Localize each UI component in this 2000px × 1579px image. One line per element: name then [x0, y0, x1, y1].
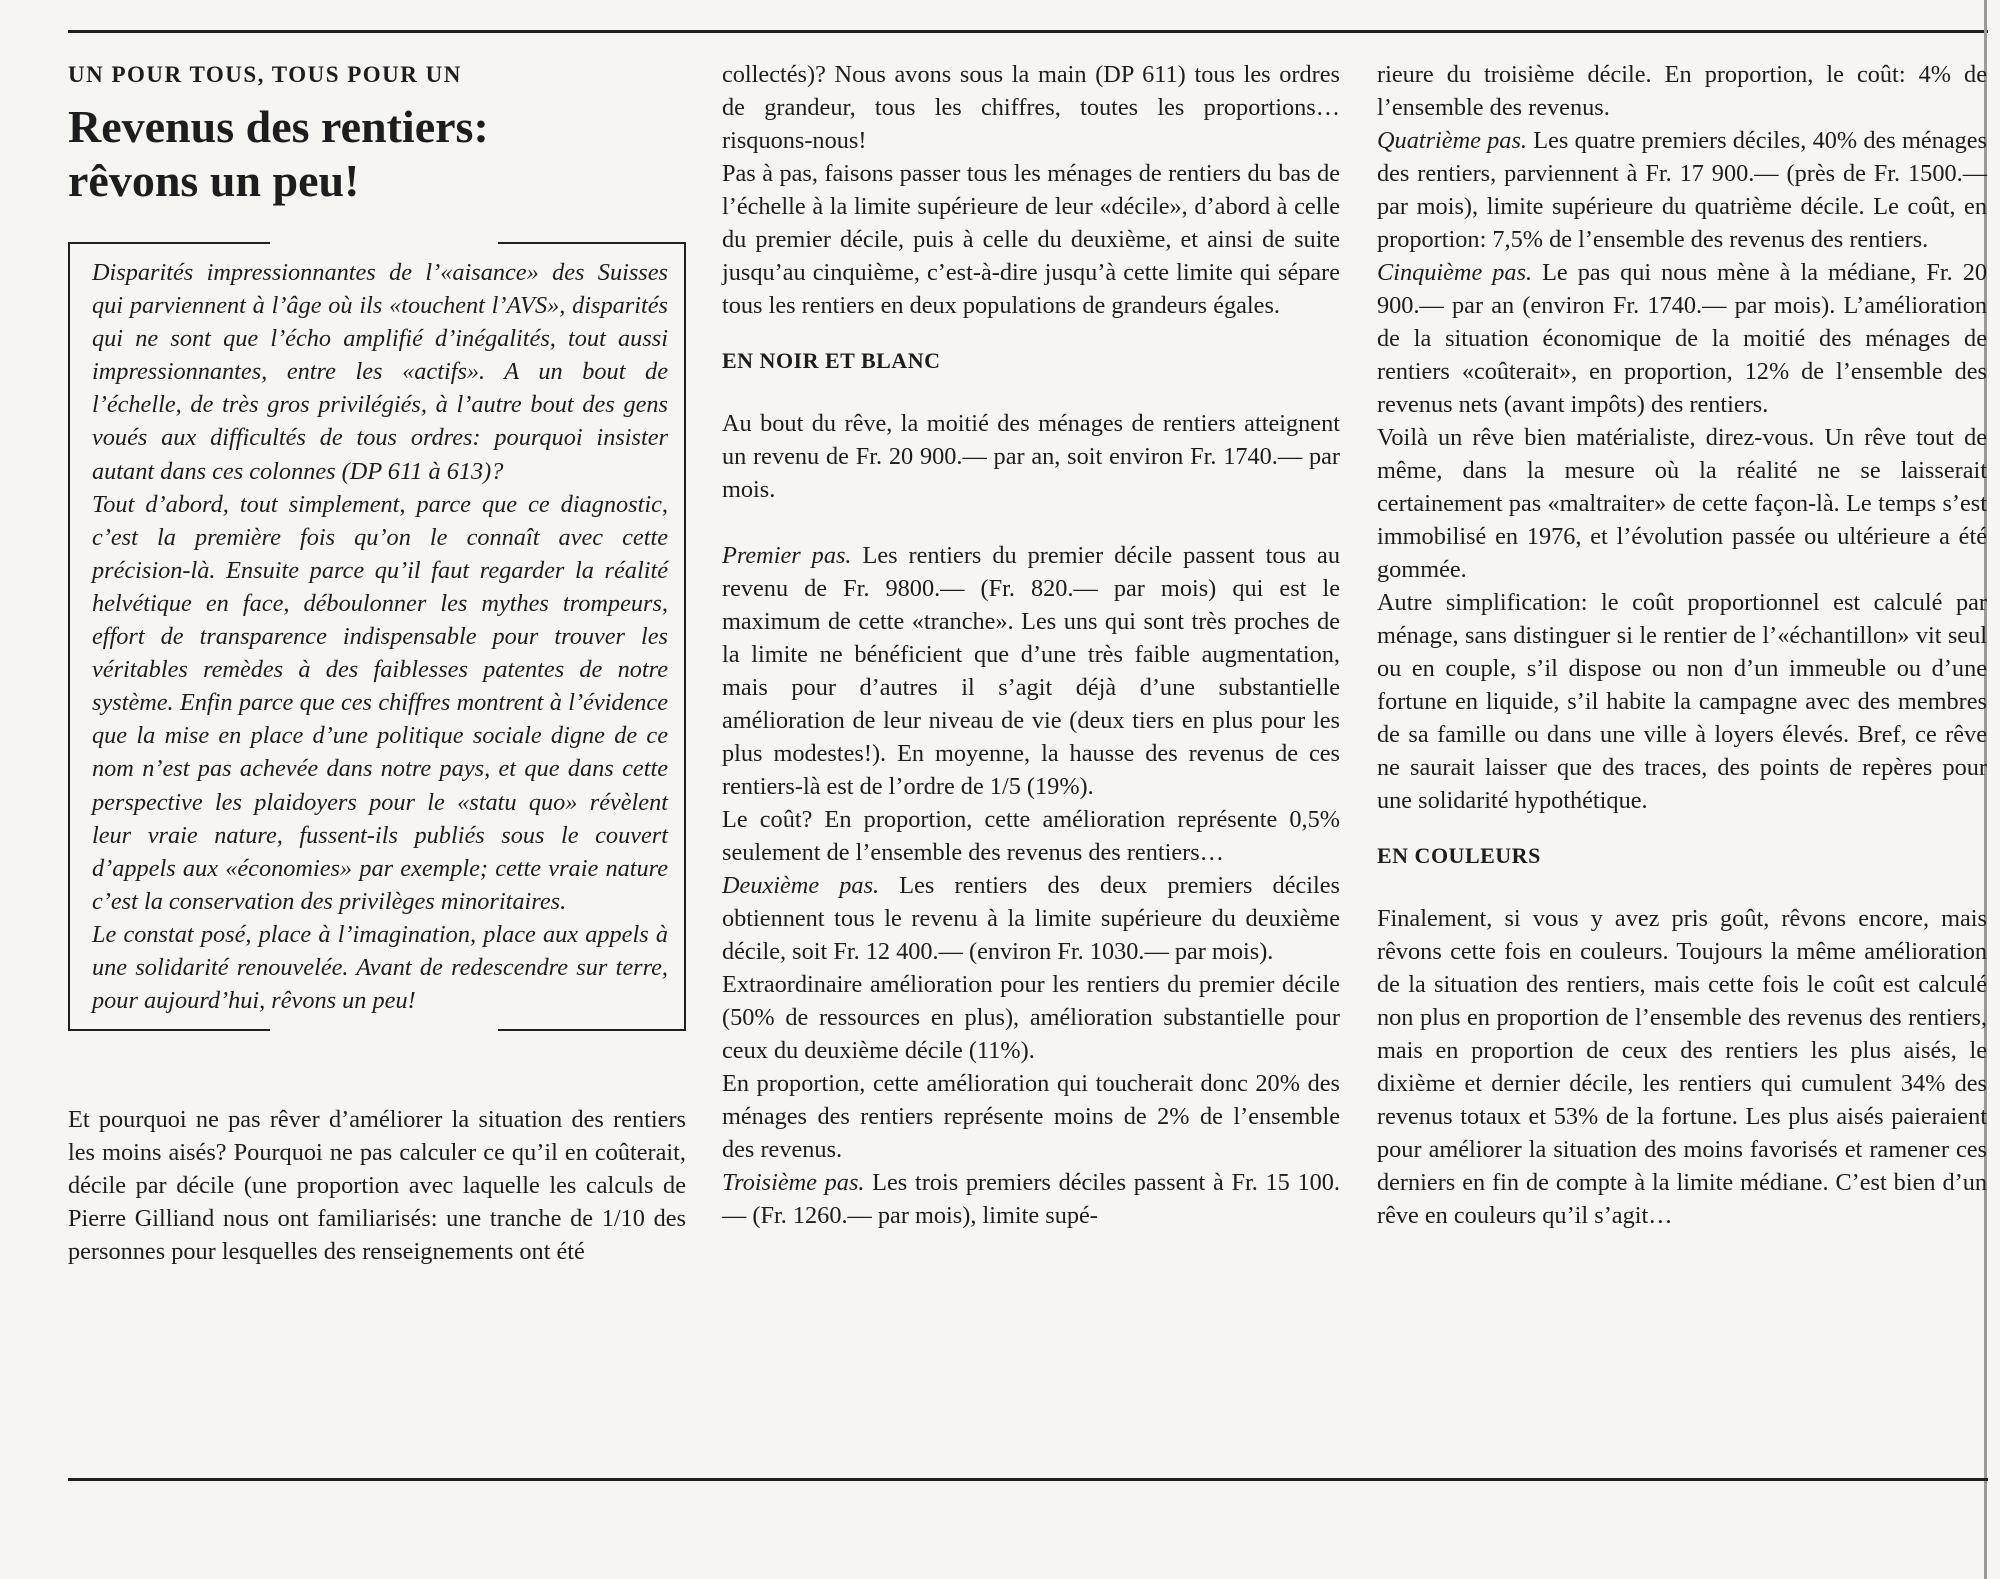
step-5-text: Le pas qui nous mène à la médiane, Fr. 20 900.— par an (environ Fr. 1740.— par mois). L’amélioration de la situation économique de la moitié des ménages de rentiers «coûterait», en proportion, 12% de l’ensemble des revenus nets (avant impôts) des rentiers.	[1377, 259, 1987, 418]
step-4-text: Les quatre premiers déciles, 40% des ménages des rentiers, parviennent à Fr. 17 900.— (près de Fr. 1500.— par mois), limite supérieure du quatrième décile. Le coût, en proportion: 7,5% de l’ensemble des revenus des rentiers.	[1377, 127, 1987, 253]
step-1-label: Premier pas.	[722, 542, 852, 569]
title-line-1: Revenus des rentiers:	[68, 101, 489, 152]
top-rule	[68, 30, 1988, 33]
intro-paragraph-2: Tout d’abord, tout simplement, parce que ce diagnostic, c’est la première fois qu’on le connaît avec cette précision-là. Ensuite parce qu’il faut regarder la réalité helvétique en face, déboulonner les mythes trompeurs, effort de transparence indispensable pour trouver les véritables remèdes à des faiblesses patentes de notre système. Enfin parce que ces chiffres montrent à l’évidence que la mise en place d’une politique sociale digne de ce nom n’est pas achevée dans notre pays, et que dans cette perspective les plaidoyers pour le «statu quo» révèlent leur vraie nature, fussent-ils publiés sous le couvert d’appels aux «économies» par exemple; cette vraie nature c’est la conservation des privilèges minoritaires.	[92, 490, 668, 915]
col2-paragraph-2: Pas à pas, faisons passer tous les ménages de rentiers du bas de l’échelle à la limite supérieure de leur «décile», d’abord à celle du premier décile, puis à celle du deuxième, et ainsi de suite jusqu’au cinquième, c’est-à-dire jusqu’à cette limite qui sépare tous les rentiers en deux populations de grandeurs égales.	[722, 160, 1340, 319]
step-1-paragraph	[722, 539, 1340, 803]
bottom-rule	[68, 1478, 1988, 1481]
col3-paragraph-5: Autre simplification: le coût proportionnel est calculé par ménage, sans distinguer si le rentier de l’«échantillon» vit seul ou en couple, s’il dispose ou non d’un immeuble ou d’une fortune en liquide, s’il habite la campagne avec des membres de sa famille ou dans une ville à loyers élevés. Bref, ce rêve ne saurait laisser que des traces, des points de repères pour une solidarité hypothétique.	[1377, 589, 1987, 814]
body-paragraph-1: Et pourquoi ne pas rêver d’améliorer la situation des rentiers les moins aisés? Pourquoi ne pas calculer ce qu’il en coûterait, décile par décile (une proportion avec laquelle les calculs de Pierre Gilliand nous ont familiarisés: une tranche de 1/10 des personnes pour lesquelles des renseignements ont été	[68, 1106, 686, 1266]
step-3-label: Troisième pas.	[722, 1169, 865, 1196]
column-3	[1377, 58, 1987, 1232]
col3-paragraph-1: rieure du troisième décile. En proportion, le coût: 4% de l’ensemble des revenus.	[1377, 61, 1987, 121]
intro-box	[68, 242, 686, 1031]
col3-paragraph-4: Voilà un rêve bien matérialiste, direz-vous. Un rêve tout de même, dans la mesure où la réalité ne se laisserait certainement pas «maltraiter» de cette façon-là. Le temps s’est immobilisé en 1976, et l’évolution passée ou ultérieure a été gommée.	[1377, 424, 1987, 583]
step-4-paragraph	[1377, 124, 1987, 256]
step-3-paragraph	[722, 1166, 1340, 1232]
col2-paragraph-1: collectés)? Nous avons sous la main (DP 611) tous les ordres de grandeur, tous les chiffres, toutes les proportions… risquons-nous!	[722, 61, 1340, 154]
column-1	[68, 60, 686, 1268]
step-2-paragraph	[722, 869, 1340, 968]
intro-paragraph-3: Le constat posé, place à l’imagination, place aux appels à une solidarité renouvelée. Avant de redescendre sur terre, pour aujourd’hui, rêvons un peu!	[92, 920, 668, 1015]
step-3-text: Les trois premiers déciles passent à Fr. 15 100.— (Fr. 1260.— par mois), limite supé-	[722, 1169, 1340, 1229]
col2-paragraph-7: Extraordinaire amélioration pour les rentiers du premier décile (50% de ressources en plus), amélioration substantielle pour ceux du deuxième décile (11%).	[722, 971, 1340, 1064]
subhead-couleurs: EN COULEURS	[1377, 843, 1541, 868]
col2-paragraph-5: Le coût? En proportion, cette amélioration représente 0,5% seulement de l’ensemble des revenus des rentiers…	[722, 806, 1340, 866]
step-4-label: Quatrième pas.	[1377, 127, 1527, 154]
step-1-text: Les rentiers du premier décile passent tous au revenu de Fr. 9800.— (Fr. 820.— par mois) qui est le maximum de cette «tranche». Les uns qui sont très proches de la limite ne bénéficient que d’une très faible augmentation, mais pour d’autres il s’agit déjà d’une substantielle amélioration de leur niveau de vie (deux tiers en plus pour les plus modestes!). En moyenne, la hausse des revenus de ces rentiers-là est de l’ordre de 1/5 (19%).	[722, 542, 1340, 800]
page-title	[68, 100, 686, 208]
title-line-2: rêvons un peu!	[68, 155, 360, 206]
col2-paragraph-3: Au bout du rêve, la moitié des ménages de rentiers atteignent un revenu de Fr. 20 900.— par an, soit environ Fr. 1740.— par mois.	[722, 410, 1340, 503]
col3-paragraph-6: Finalement, si vous y avez pris goût, rêvons encore, mais rêvons cette fois en couleurs. Toujours la même amélioration de la situation des rentiers, mais cette fois le coût est calculé non plus en proportion de l’ensemble des revenus des rentiers, mais en proportion de ceux des rentiers les plus aisés, le dixième et dernier décile, les rentiers qui cumulent 34% des revenus totaux et 53% de la fortune. Les plus aisés paieraient pour améliorer la situation des moins favorisés et ramener ces derniers en fin de compte à la limite médiane. C’est bien d’un rêve en couleurs qu’il s’agit…	[1377, 905, 1987, 1229]
step-5-label: Cinquième pas.	[1377, 259, 1533, 286]
intro-paragraph-1: Disparités impressionnantes de l’«aisance» des Suisses qui parviennent à l’âge où ils «touchent l’AVS», disparités qui ne sont que l’écho amplifié d’inégalités, tout aussi impressionnantes, entre les «actifs». A un bout de l’échelle, de très gros privilégiés, à l’autre bout des gens voués aux difficultés de tous ordres: pourquoi insister autant dans ces colonnes (DP 611 à 613)?	[92, 259, 668, 485]
step-2-label: Deuxième pas.	[722, 872, 880, 899]
col2-paragraph-8: En proportion, cette amélioration qui toucherait donc 20% des ménages des rentiers représente moins de 2% de l’ensemble des revenus.	[722, 1070, 1340, 1163]
subhead-noir-blanc: EN NOIR ET BLANC	[722, 348, 941, 373]
step-5-paragraph	[1377, 256, 1987, 421]
step-2-text: Les rentiers des deux premiers déciles obtiennent tous le revenu à la limite supérieure du deuxième décile, soit Fr. 12 400.— (environ Fr. 1030.— par mois).	[722, 872, 1340, 965]
kicker: UN POUR TOUS, TOUS POUR UN	[68, 62, 462, 87]
column-2	[722, 58, 1340, 1232]
